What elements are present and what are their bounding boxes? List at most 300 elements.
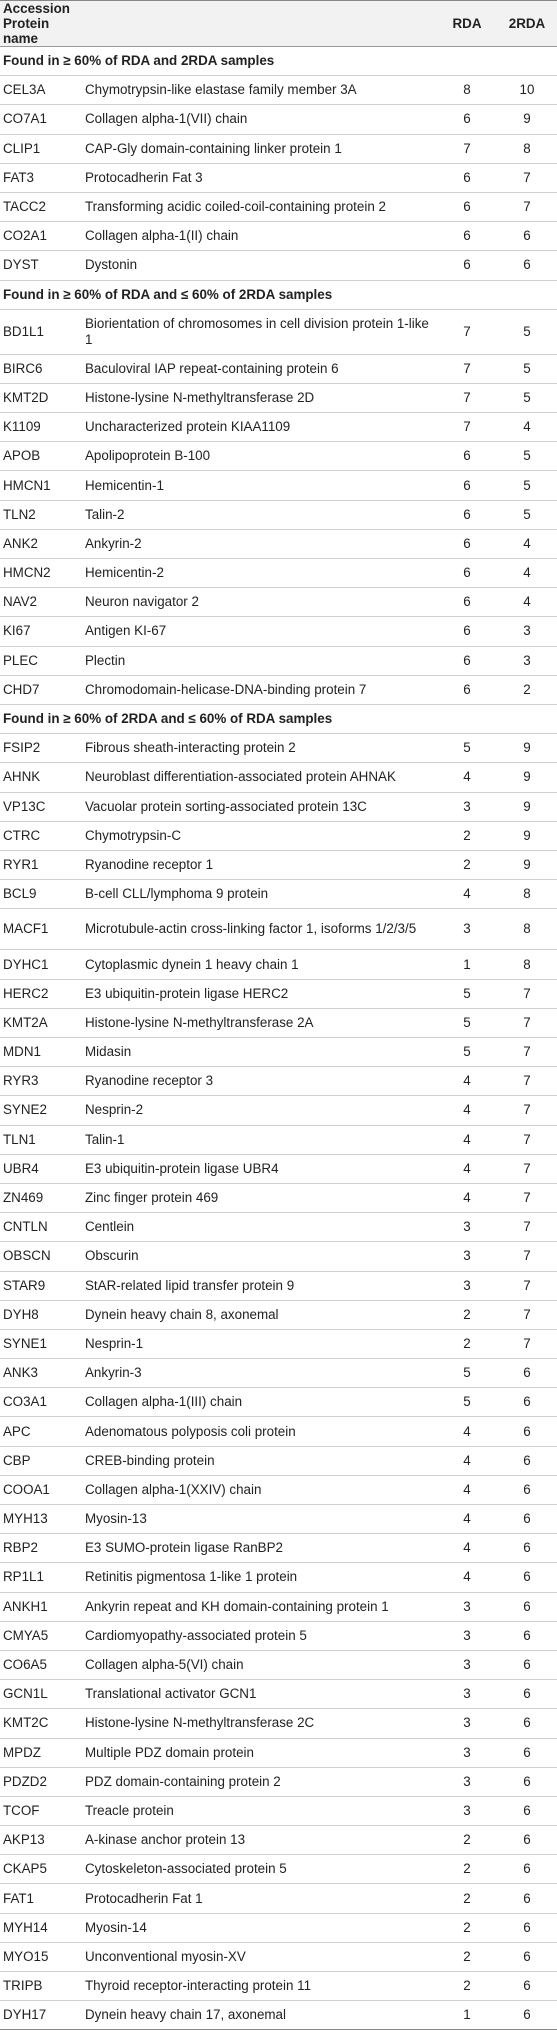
protein-name-cell: Cardiomyopathy-associated protein 5 — [82, 1621, 437, 1650]
rda-count-cell: 6 — [437, 646, 497, 675]
protein-name-cell: Protocadherin Fat 1 — [82, 1884, 437, 1913]
accession-cell: OBSCN — [0, 1242, 82, 1271]
rda-count-cell: 2 — [437, 1300, 497, 1329]
table-row — [0, 134, 557, 163]
accession-cell: MYH13 — [0, 1505, 82, 1534]
rda-count-cell: 6 — [437, 471, 497, 500]
header-protein-name: Protein name — [3, 16, 50, 46]
2rda-count-cell: 4 — [497, 588, 557, 617]
table-row — [0, 1592, 557, 1621]
header-accession-protein-name — [0, 1, 82, 47]
2rda-count-cell: 7 — [497, 1067, 557, 1096]
accession-cell: CKAP5 — [0, 1855, 82, 1884]
protein-name-cell: Retinitis pigmentosa 1-like 1 protein — [82, 1563, 437, 1592]
accession-cell: TLN1 — [0, 1125, 82, 1154]
2rda-count-cell: 6 — [497, 1592, 557, 1621]
accession-cell: HERC2 — [0, 979, 82, 1008]
table-row — [0, 1096, 557, 1125]
table-row — [0, 1826, 557, 1855]
rda-count-cell: 6 — [437, 442, 497, 471]
protein-name-cell: Chymotrypsin-C — [82, 821, 437, 850]
table-row — [0, 675, 557, 704]
table-row — [0, 471, 557, 500]
protein-name-cell: Dynein heavy chain 17, axonemal — [82, 2001, 437, 2030]
table-row — [0, 383, 557, 412]
rda-count-cell: 6 — [437, 617, 497, 646]
table-row — [0, 1767, 557, 1796]
protein-name-cell: Histone-lysine N-methyltransferase 2D — [82, 383, 437, 412]
2rda-count-cell: 7 — [497, 1008, 557, 1037]
rda-count-cell: 6 — [437, 559, 497, 588]
protein-name-cell: Fibrous sheath-interacting protein 2 — [82, 734, 437, 763]
accession-cell: ZN469 — [0, 1183, 82, 1212]
2rda-count-cell: 2 — [497, 675, 557, 704]
accession-cell: BIRC6 — [0, 354, 82, 383]
protein-name-cell: Ryanodine receptor 1 — [82, 850, 437, 879]
protein-name-cell: Plectin — [82, 646, 437, 675]
section-title: Found in ≥ 60% of RDA and 2RDA samples — [0, 47, 557, 76]
protein-name-cell: Treacle protein — [82, 1796, 437, 1825]
2rda-count-cell: 6 — [497, 1417, 557, 1446]
accession-cell: RYR3 — [0, 1067, 82, 1096]
rda-count-cell: 3 — [437, 1767, 497, 1796]
rda-count-cell: 4 — [437, 1446, 497, 1475]
protein-name-cell: Dystonin — [82, 251, 437, 280]
2rda-count-cell: 5 — [497, 354, 557, 383]
protein-name-cell: E3 ubiquitin-protein ligase UBR4 — [82, 1154, 437, 1183]
2rda-count-cell: 6 — [497, 1475, 557, 1504]
2rda-count-cell: 8 — [497, 134, 557, 163]
table-row — [0, 1417, 557, 1446]
accession-cell: CTRC — [0, 821, 82, 850]
table-row — [0, 909, 557, 950]
table-row — [0, 1942, 557, 1971]
accession-cell: DYHC1 — [0, 950, 82, 979]
rda-count-cell: 4 — [437, 1534, 497, 1563]
rda-count-cell: 4 — [437, 1096, 497, 1125]
2rda-count-cell: 5 — [497, 442, 557, 471]
table-row — [0, 1242, 557, 1271]
2rda-count-cell: 9 — [497, 792, 557, 821]
rda-count-cell: 6 — [437, 192, 497, 221]
2rda-count-cell: 6 — [497, 1650, 557, 1679]
header-2rda: 2RDA — [497, 1, 557, 47]
rda-count-cell: 5 — [437, 1038, 497, 1067]
protein-name-cell: Nesprin-1 — [82, 1329, 437, 1358]
protein-name-cell: CAP-Gly domain-containing linker protein 1 — [82, 134, 437, 163]
accession-cell: AHNK — [0, 763, 82, 792]
rda-count-cell: 3 — [437, 1271, 497, 1300]
2rda-count-cell: 6 — [497, 251, 557, 280]
2rda-count-cell: 7 — [497, 1154, 557, 1183]
accession-cell: FAT1 — [0, 1884, 82, 1913]
accession-cell: CLIP1 — [0, 134, 82, 163]
protein-name-cell: Hemicentin-2 — [82, 559, 437, 588]
2rda-count-cell: 6 — [497, 1738, 557, 1767]
2rda-count-cell: 9 — [497, 734, 557, 763]
table-row — [0, 163, 557, 192]
protein-name-cell: StAR-related lipid transfer protein 9 — [82, 1271, 437, 1300]
protein-name-cell: Ankyrin-3 — [82, 1359, 437, 1388]
2rda-count-cell: 6 — [497, 1680, 557, 1709]
2rda-count-cell: 6 — [497, 1796, 557, 1825]
rda-count-cell: 3 — [437, 792, 497, 821]
rda-count-cell: 4 — [437, 1183, 497, 1212]
protein-name-cell: Ryanodine receptor 3 — [82, 1067, 437, 1096]
table-row — [0, 251, 557, 280]
protein-name-cell: Talin-2 — [82, 500, 437, 529]
accession-cell: BCL9 — [0, 880, 82, 909]
2rda-count-cell: 3 — [497, 646, 557, 675]
table-row — [0, 1884, 557, 1913]
2rda-count-cell: 6 — [497, 1563, 557, 1592]
header-row — [0, 1, 557, 47]
rda-count-cell: 3 — [437, 1213, 497, 1242]
protein-name-cell: Chymotrypsin-like elastase family member 3A — [82, 76, 437, 105]
protein-name-cell: Midasin — [82, 1038, 437, 1067]
table-row — [0, 950, 557, 979]
accession-cell: TRIPB — [0, 1972, 82, 2001]
protein-name-cell: Neuroblast differentiation-associated protein AHNAK — [82, 763, 437, 792]
header-spacer — [82, 1, 437, 47]
table-row — [0, 529, 557, 558]
protein-name-cell: Adenomatous polyposis coli protein — [82, 1417, 437, 1446]
rda-count-cell: 3 — [437, 1709, 497, 1738]
rda-count-cell: 2 — [437, 1942, 497, 1971]
table-row — [0, 1213, 557, 1242]
rda-count-cell: 3 — [437, 1650, 497, 1679]
protein-name-cell: Multiple PDZ domain protein — [82, 1738, 437, 1767]
table-row — [0, 1008, 557, 1037]
rda-count-cell: 7 — [437, 413, 497, 442]
rda-count-cell: 4 — [437, 1505, 497, 1534]
2rda-count-cell: 7 — [497, 192, 557, 221]
protein-name-cell: Zinc finger protein 469 — [82, 1183, 437, 1212]
rda-count-cell: 4 — [437, 1475, 497, 1504]
accession-cell: RBP2 — [0, 1534, 82, 1563]
table-row — [0, 500, 557, 529]
accession-cell: CBP — [0, 1446, 82, 1475]
2rda-count-cell: 7 — [497, 1300, 557, 1329]
rda-count-cell: 6 — [437, 500, 497, 529]
accession-cell: TCOF — [0, 1796, 82, 1825]
protein-name-cell: CREB-binding protein — [82, 1446, 437, 1475]
table-row — [0, 1650, 557, 1679]
2rda-count-cell: 6 — [497, 1534, 557, 1563]
table-row — [0, 734, 557, 763]
rda-count-cell: 5 — [437, 1388, 497, 1417]
accession-cell: KMT2D — [0, 383, 82, 412]
table-row — [0, 1505, 557, 1534]
2rda-count-cell: 6 — [497, 1621, 557, 1650]
table-row — [0, 763, 557, 792]
rda-count-cell: 3 — [437, 1592, 497, 1621]
table-row — [0, 1446, 557, 1475]
accession-cell: MYH14 — [0, 1913, 82, 1942]
accession-cell: CO6A5 — [0, 1650, 82, 1679]
table-row — [0, 1972, 557, 2001]
rda-count-cell: 5 — [437, 734, 497, 763]
accession-cell: ANK3 — [0, 1359, 82, 1388]
2rda-count-cell: 6 — [497, 1972, 557, 2001]
2rda-count-cell: 10 — [497, 76, 557, 105]
protein-name-cell: Unconventional myosin-XV — [82, 1942, 437, 1971]
table-row — [0, 1067, 557, 1096]
section-header-row — [0, 47, 557, 76]
accession-cell: CO3A1 — [0, 1388, 82, 1417]
section-header-row — [0, 280, 557, 309]
accession-cell: UBR4 — [0, 1154, 82, 1183]
table-row — [0, 792, 557, 821]
protein-name-cell: Protocadherin Fat 3 — [82, 163, 437, 192]
2rda-count-cell: 6 — [497, 1388, 557, 1417]
table-row — [0, 821, 557, 850]
2rda-count-cell: 6 — [497, 1359, 557, 1388]
accession-cell: RYR1 — [0, 850, 82, 879]
table-row — [0, 2001, 557, 2030]
accession-cell: STAR9 — [0, 1271, 82, 1300]
accession-cell: HMCN2 — [0, 559, 82, 588]
protein-name-cell: PDZ domain-containing protein 2 — [82, 1767, 437, 1796]
rda-count-cell: 3 — [437, 1738, 497, 1767]
section-title: Found in ≥ 60% of RDA and ≤ 60% of 2RDA samples — [0, 280, 557, 309]
protein-name-cell: Hemicentin-1 — [82, 471, 437, 500]
rda-count-cell: 1 — [437, 950, 497, 979]
rda-count-cell: 6 — [437, 588, 497, 617]
header-rda: RDA — [437, 1, 497, 47]
2rda-count-cell: 8 — [497, 950, 557, 979]
table-row — [0, 1271, 557, 1300]
rda-count-cell: 2 — [437, 850, 497, 879]
protein-name-cell: Neuron navigator 2 — [82, 588, 437, 617]
protein-name-cell: Vacuolar protein sorting-associated protein 13C — [82, 792, 437, 821]
rda-count-cell: 7 — [437, 134, 497, 163]
2rda-count-cell: 8 — [497, 880, 557, 909]
2rda-count-cell: 9 — [497, 821, 557, 850]
rda-count-cell: 3 — [437, 1242, 497, 1271]
accession-cell: CMYA5 — [0, 1621, 82, 1650]
rda-count-cell: 2 — [437, 1329, 497, 1358]
table-row — [0, 1796, 557, 1825]
2rda-count-cell: 4 — [497, 559, 557, 588]
rda-count-cell: 2 — [437, 821, 497, 850]
table-row — [0, 880, 557, 909]
accession-cell: NAV2 — [0, 588, 82, 617]
2rda-count-cell: 7 — [497, 1038, 557, 1067]
accession-cell: SYNE2 — [0, 1096, 82, 1125]
2rda-count-cell: 6 — [497, 1913, 557, 1942]
table-row — [0, 1388, 557, 1417]
section-title: Found in ≥ 60% of 2RDA and ≤ 60% of RDA samples — [0, 704, 557, 733]
accession-cell: MACF1 — [0, 909, 82, 950]
table-row — [0, 1913, 557, 1942]
accession-cell: MYO15 — [0, 1942, 82, 1971]
table-row — [0, 588, 557, 617]
table-row — [0, 354, 557, 383]
protein-name-cell: Cytoskeleton-associated protein 5 — [82, 1855, 437, 1884]
rda-count-cell: 4 — [437, 1125, 497, 1154]
protein-name-cell: Apolipoprotein B-100 — [82, 442, 437, 471]
accession-cell: SYNE1 — [0, 1329, 82, 1358]
table-row — [0, 1709, 557, 1738]
2rda-count-cell: 7 — [497, 979, 557, 1008]
table-row — [0, 442, 557, 471]
2rda-count-cell: 6 — [497, 1942, 557, 1971]
2rda-count-cell: 6 — [497, 2001, 557, 2030]
protein-name-cell: Obscurin — [82, 1242, 437, 1271]
protein-name-cell: Translational activator GCN1 — [82, 1680, 437, 1709]
protein-name-cell: Biorientation of chromosomes in cell division protein 1-like 1 — [82, 309, 437, 354]
2rda-count-cell: 6 — [497, 1855, 557, 1884]
accession-cell: AKP13 — [0, 1826, 82, 1855]
rda-count-cell: 7 — [437, 383, 497, 412]
section-header-row — [0, 704, 557, 733]
2rda-count-cell: 5 — [497, 471, 557, 500]
header-accession: Accession — [3, 1, 70, 16]
accession-cell: K1109 — [0, 413, 82, 442]
protein-name-cell: Collagen alpha-1(II) chain — [82, 222, 437, 251]
protein-name-cell: Collagen alpha-1(III) chain — [82, 1388, 437, 1417]
protein-name-cell: Ankyrin-2 — [82, 529, 437, 558]
accession-cell: MPDZ — [0, 1738, 82, 1767]
table-row — [0, 850, 557, 879]
2rda-count-cell: 6 — [497, 222, 557, 251]
2rda-count-cell: 7 — [497, 1271, 557, 1300]
accession-cell: VP13C — [0, 792, 82, 821]
accession-cell: RP1L1 — [0, 1563, 82, 1592]
table-row — [0, 646, 557, 675]
rda-count-cell: 4 — [437, 1417, 497, 1446]
2rda-count-cell: 7 — [497, 1125, 557, 1154]
accession-cell: CO2A1 — [0, 222, 82, 251]
rda-count-cell: 4 — [437, 1067, 497, 1096]
rda-count-cell: 6 — [437, 529, 497, 558]
accession-cell: KMT2A — [0, 1008, 82, 1037]
table-row — [0, 1125, 557, 1154]
accession-cell: CHD7 — [0, 675, 82, 704]
rda-count-cell: 4 — [437, 880, 497, 909]
accession-cell: PDZD2 — [0, 1767, 82, 1796]
accession-cell: BD1L1 — [0, 309, 82, 354]
table-body — [0, 47, 557, 2030]
table-row — [0, 1038, 557, 1067]
table-row — [0, 979, 557, 1008]
protein-name-cell: Ankyrin repeat and KH domain-containing protein 1 — [82, 1592, 437, 1621]
2rda-count-cell: 7 — [497, 1096, 557, 1125]
accession-cell: CEL3A — [0, 76, 82, 105]
table-row — [0, 192, 557, 221]
2rda-count-cell: 6 — [497, 1884, 557, 1913]
protein-name-cell: A-kinase anchor protein 13 — [82, 1826, 437, 1855]
accession-cell: COOA1 — [0, 1475, 82, 1504]
rda-count-cell: 7 — [437, 354, 497, 383]
accession-cell: ANK2 — [0, 529, 82, 558]
rda-count-cell: 2 — [437, 1972, 497, 2001]
rda-count-cell: 2 — [437, 1855, 497, 1884]
2rda-count-cell: 5 — [497, 383, 557, 412]
2rda-count-cell: 8 — [497, 909, 557, 950]
table-row — [0, 76, 557, 105]
accession-cell: FAT3 — [0, 163, 82, 192]
accession-cell: MDN1 — [0, 1038, 82, 1067]
protein-name-cell: Chromodomain-helicase-DNA-binding protein 7 — [82, 675, 437, 704]
2rda-count-cell: 9 — [497, 850, 557, 879]
rda-count-cell: 6 — [437, 251, 497, 280]
2rda-count-cell: 7 — [497, 163, 557, 192]
accession-cell: APC — [0, 1417, 82, 1446]
table-row — [0, 1738, 557, 1767]
rda-count-cell: 5 — [437, 1359, 497, 1388]
table-row — [0, 1621, 557, 1650]
accession-cell: APOB — [0, 442, 82, 471]
rda-count-cell: 4 — [437, 1563, 497, 1592]
protein-name-cell: Centlein — [82, 1213, 437, 1242]
table-row — [0, 1534, 557, 1563]
table-row — [0, 559, 557, 588]
2rda-count-cell: 6 — [497, 1446, 557, 1475]
protein-name-cell: Collagen alpha-5(VI) chain — [82, 1650, 437, 1679]
table-row — [0, 222, 557, 251]
accession-cell: TACC2 — [0, 192, 82, 221]
2rda-count-cell: 5 — [497, 309, 557, 354]
table-row — [0, 1359, 557, 1388]
rda-count-cell: 6 — [437, 163, 497, 192]
rda-count-cell: 4 — [437, 1154, 497, 1183]
2rda-count-cell: 3 — [497, 617, 557, 646]
rda-count-cell: 3 — [437, 909, 497, 950]
rda-count-cell: 5 — [437, 979, 497, 1008]
protein-name-cell: Thyroid receptor-interacting protein 11 — [82, 1972, 437, 2001]
2rda-count-cell: 9 — [497, 105, 557, 134]
table-row — [0, 1680, 557, 1709]
2rda-count-cell: 6 — [497, 1709, 557, 1738]
accession-cell: PLEC — [0, 646, 82, 675]
accession-cell: KMT2C — [0, 1709, 82, 1738]
rda-count-cell: 2 — [437, 1913, 497, 1942]
accession-cell: GCN1L — [0, 1680, 82, 1709]
2rda-count-cell: 7 — [497, 1213, 557, 1242]
table-row — [0, 1183, 557, 1212]
rda-count-cell: 6 — [437, 222, 497, 251]
2rda-count-cell: 7 — [497, 1242, 557, 1271]
2rda-count-cell: 9 — [497, 763, 557, 792]
accession-cell: TLN2 — [0, 500, 82, 529]
rda-count-cell: 7 — [437, 309, 497, 354]
accession-cell: DYH8 — [0, 1300, 82, 1329]
protein-name-cell: Myosin-14 — [82, 1913, 437, 1942]
rda-count-cell: 4 — [437, 763, 497, 792]
protein-name-cell: Histone-lysine N-methyltransferase 2C — [82, 1709, 437, 1738]
protein-name-cell: E3 SUMO-protein ligase RanBP2 — [82, 1534, 437, 1563]
table-row — [0, 309, 557, 354]
table-row — [0, 617, 557, 646]
rda-count-cell: 6 — [437, 105, 497, 134]
protein-name-cell: Transforming acidic coiled-coil-containing protein 2 — [82, 192, 437, 221]
accession-cell: DYH17 — [0, 2001, 82, 2030]
2rda-count-cell: 4 — [497, 413, 557, 442]
rda-count-cell: 1 — [437, 2001, 497, 2030]
2rda-count-cell: 7 — [497, 1183, 557, 1212]
2rda-count-cell: 6 — [497, 1767, 557, 1796]
2rda-count-cell: 6 — [497, 1826, 557, 1855]
table-row — [0, 1563, 557, 1592]
accession-cell: HMCN1 — [0, 471, 82, 500]
rda-count-cell: 6 — [437, 675, 497, 704]
protein-name-cell: Baculoviral IAP repeat-containing protein 6 — [82, 354, 437, 383]
table-row — [0, 1329, 557, 1358]
rda-count-cell: 8 — [437, 76, 497, 105]
accession-cell: ANKH1 — [0, 1592, 82, 1621]
